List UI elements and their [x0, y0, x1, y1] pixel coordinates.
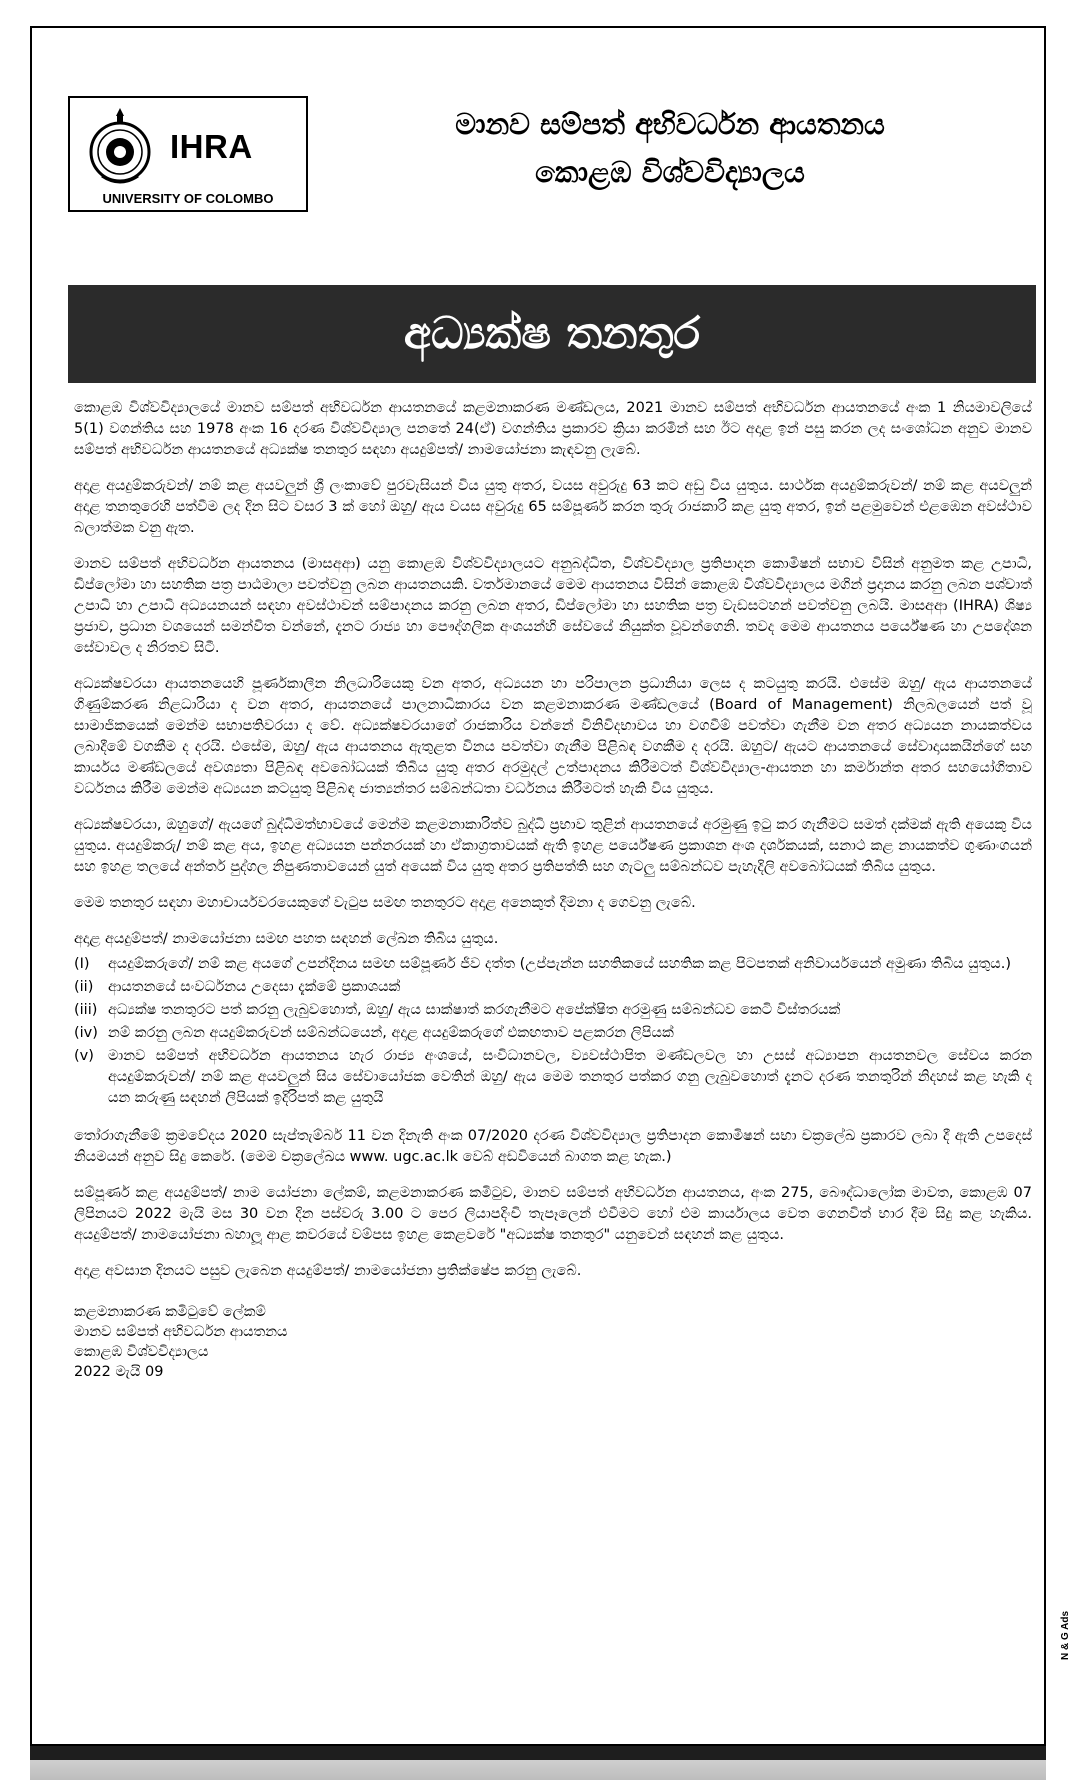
signatory-university: කොළඹ විශ්වවිද්‍යාලය: [74, 1344, 209, 1360]
list-item: [74, 954, 1032, 975]
ihra-logo: [68, 96, 308, 212]
paragraph-qualities: අධ්‍යක්ෂවරයා, ඔහුගේ/ ඇයගේ බුද්ධිමත්භාවයේ මෙන්ම කළමනාකාරිත්ව බුද්ධි ප්‍රභාව තුළින් ආයතනයේ අරමුණු ඉටු කර ගැනීමට සමත් දක්මක් ඇති අයෙකු විය යුතුය. අයදුම්කරු/ නම් කළ අය, ඉහළ අධ්‍යයන පන්නරයක් හා ඒකාග්‍රතාවයක් ඇති ඉහළ පර්යේෂණ ප්‍රකාශන අංශ දර්ශකයක්, සනාථ කළ නායකත්ව ගුණාංගයන් සහ ඉහළ තලයේ අන්තර් පුද්ගල නිපුණතාවයෙන් යුත් අයෙක් විය යුතු අතර ප්‍රතිපත්ති සහ ගැටලු සම්බන්ධව පැහැදිලි අවබෝධයක් තිබිය යුතුය.: [74, 817, 1032, 875]
list-item: [74, 977, 1032, 998]
logo-institution: UNIVERSITY OF COLOMBO: [102, 191, 274, 206]
footer-bar: [30, 1746, 1046, 1760]
list-item-number: (iv): [74, 1025, 98, 1041]
requirements-intro: අදාළ අයදුම්පත්/ නාමයෝජනා සමඟ පහත සඳහන් ලේඛන තිබිය යුතුය.: [74, 931, 499, 947]
paragraph-salary: මෙම තනතුර සඳහා මහාචාර්යවරයෙකුගේ වැටුප සමඟ තනතුරට අදාළ අනෙකුත් දීමනා ද ගෙවනු ලැබේ.: [74, 895, 696, 911]
signatory-title: කළමනාකරණ කමිටුවේ ලේකම්: [74, 1304, 266, 1320]
paragraph-call-for-applications: කොළඹ විශ්වවිද්‍යාලයේ මානව සම්පත් අභිවර්ධන ආයතනයේ කළමනාකරණ මණ්ඩලය, 2021 මානව සම්පත් අභිවර්ධන ආයතනයේ අංක 1 නියමාවලියේ 5(1) වගන්තිය සහ 1978 අංක 16 දරණ විශ්වවිද්‍යාල පනතේ 24(ඒ) වගන්තිය ප්‍රකාරව ක්‍රියා කරමින් සහ ඊට අදාළ ඉන් පසු කරන ලද සංශෝධන අනුව මානව සම්පත් අභිවර්ධන ආයතනයේ අධ්‍යක්ෂ තනතුර සඳහා අයදුම්පත්/ නාමයෝජනා කැඳවනු ලැබේ.: [74, 400, 1032, 458]
logo-acronym: IHRA: [170, 128, 253, 165]
list-item-text: මානව සම්පත් අභිවර්ධන ආයතනය හැර රාජ්‍ය අංශයේ, සංවිධානවල, ව්‍යවස්ථාපිත මණ්ඩලවල හා උසස් අධ්‍යාපන ආයතනවල සේවය කරන අයදුම්කරුවන්/ නම් කළ අයවලුන් සිය සේවායෝජක වෙතින් ඔහු/ ඇය මෙම තනතුර පත්කර ගනු ලැබුවහොත් දැනට දරණ තනතුරින් නිදහස් කළ හැකි ද යන කරුණු සඳහන් ලිපියක් ඉදිරිපත් කළ යුතුයි: [108, 1048, 1032, 1106]
list-item: [74, 1023, 1032, 1044]
paragraph-duties: අධ්‍යක්ෂවරයා ආයතනයෙහි පූර්ණකාලීන නිලධාරියෙකු වන අතර, අධ්‍යයන හා පරිපාලන ප්‍රධානියා ලෙස ද කටයුතු කරයි. එසේම ඔහු/ ඇය ආයතනයේ ගිණුම්කරණ නිළධාරියා ද වන අතර, ආයතනයේ පාලනාධිකාරය වන කළමනාකරණ මණ්ඩලයේ (Board of Management) නිලබලයෙන් පත් වූ සාමාජිකයෙක් මෙන්ම සභාපතිවරයා ද වේ. අධ්‍යක්ෂවරයාගේ රාජකාරිය වන්නේ විනිවිදභාවය හා වගවීම් පවත්වා ගැනීම වන අතර අධ්‍යයන නායකත්වය ලබාදීමේ වගකීම ද දරයි. එසේම, ඔහු/ ඇය ආයතනය ඇතුළත විනය පවත්වා ගැනීම පිළිබඳ වගකීම ද දරයි. ඔහුට/ ඇයට ආයතනයේ සේවාදායකයින්ගේ සහ කාර්යය මණ්ඩලයේ අවශ්‍යතා පිළිබඳ අවබෝධයක් තිබිය යුතු අතර අරමුදල් උත්පාදනය කිරීමටත් විශ්වවිද්‍යාල-ආයතන හා කර්මාන්ත අතර සහයෝගිතාව වර්ධනය කිරීම මෙන්ම අධ්‍යයන කටයුතු පිළිබඳ ජාත්‍යන්තර සම්බන්ධතා වර්ධනය කිරීමටත් හැකි විය යුතුය.: [74, 676, 1032, 797]
requirements-list: [74, 954, 1032, 1109]
paragraph-submission: සම්පූර්ණ කළ අයදුම්පත්/ නාම යෝජනා ලේකම්, කළමනාකරණ කමිටුව, මානව සම්පත් අභිවර්ධන ආයතනය, අංක 275, බෞද්ධාලෝක මාවත, කොළඹ 07 ලිපිනයට 2022 මැයි මස 30 වන දින පස්වරු 3.00 ට පෙර ලියාපදිංචි තැපෑලෙන් එවීමට හෝ එම කාර්යාලය වෙත ගෙනවිත් භාර දීම සිදු කළ හැකිය. අයදුම්පත්/ නාමයෝජනා බහාලූ ආළ කවරයේ වම්පස ඉහළ කෙළවරේ "අධ්‍යක්ෂ තනතුර" යනුවෙන් සඳහන් කළ යුතුය.: [74, 1185, 1032, 1243]
list-item-text: අධ්‍යක්ෂ තනතුරට පත් කරනු ලැබුවහොත්, ඔහු/ ඇය සාක්ෂාත් කරගැනීමට අපේක්ෂිත අරමුණු සම්බන්ධව කෙටි විස්තරයක්: [108, 1002, 841, 1018]
list-item-number: (v): [74, 1048, 94, 1064]
list-item: [74, 1000, 1032, 1021]
university-seal-icon: [88, 106, 152, 186]
agency-credit: N & G Ads: [1060, 1610, 1071, 1660]
paragraph-about-institute: මානව සම්පත් අභිවර්ධන ආයතනය (මාසඅආ) යනු කොළඹ විශ්වවිද්‍යාලයට අනුබද්ධිත, විශ්වවිද්‍යාල ප්‍රතිපාදන කොමිෂන් සභාව විසින් අනුමත කළ උපාධි, ඩිප්ලෝමා හා සහතික පත්‍ර පාඨමාලා පවත්වනු ලබන ආයතනයකි. වර්තමානයේ මෙම ආයතනය විසින් කොළඹ විශ්වවිද්‍යාලය මගින් ප්‍රදානය කරනු ලබන පශ්චාත් උපාධි හා උපාධි අධ්‍යයනයන් සඳහා අවස්ථාවන් සම්පාදනය කරනු ලබන අතර, ඩිප්ලෝමා හා සහතික පත්‍ර වැඩසටහන් පවත්වනු ලබයි. මාසඅආ (IHRA) ශිෂ්‍ය ප්‍රජාව, ප්‍රධාන වශයෙන් සමන්විත වන්නේ, දැනට රාජ්‍ය හා පෞද්ගලික අංශයන්හි සේවයේ නියුක්ත වූවන්ගෙනි. තවද මෙම ආයතනය පර්යේෂණ හා උපදේශන සේවාවල ද නිරතව සිටී.: [74, 556, 1032, 656]
institute-name: මානව සම්පත් අභිවර්ධන ආයතනය: [455, 107, 885, 141]
signatory-institute: මානව සම්පත් අභිවර්ධන ආයතනය: [74, 1324, 288, 1340]
list-item-number: (I): [74, 956, 90, 972]
paragraph-late-applications: අදාළ අවසාන දිනයට පසුව ලැබෙන අයදුම්පත්/ නාමයෝජනා ප්‍රතික්ෂේප කරනු ලැබේ.: [74, 1263, 582, 1279]
list-item-text: අයදුම්කරුගේ/ නම් කළ අයගේ උපන්දිනය සමඟ සම්පූර්ණ ජීව දත්ත (උප්පැන්න සහතිකයේ සහතික කළ පිටපතක් අනිවාර්යයෙන් අමුණා තිබිය යුතුය.): [108, 956, 1011, 972]
advert-body: [74, 398, 1032, 1382]
list-item-number: (iii): [74, 1002, 98, 1018]
scan-edge: [30, 1760, 1046, 1780]
list-item-text: ආයතනයේ සංවර්ධනය උදෙසා දැක්මේ ප්‍රකාශයක්: [108, 979, 401, 995]
list-item-text: නම් කරනු ලබන අයදුම්කරුවන් සම්බන්ධයෙන්, අදාළ අයදුම්කරුගේ එකඟතාව පළකරන ලිපියක්: [108, 1025, 674, 1041]
paragraph-eligibility: අදාළ අයදුම්කරුවන්/ නම් කළ අයවලුන් ශ්‍රී ලංකාවේ පුරවැසියන් විය යුතු අතර, වයස අවුරුදු 63 කට අඩු විය යුතුය. සාර්ථක අයදුම්කරුවන්/ නම් කළ අයවලුන් අදාළ තනතුරෙහි පත්වීම ලද දින සිට වසර 3 ක් හෝ ඔහු/ ඇය වයස අවුරුදු 65 සම්පූර්ණ කරන තුරු රාජකාරි කළ යුතු අතර, ඉන් පළමුවෙන් එළඹෙන අවස්ථාව බලාත්මක වනු ඇත.: [74, 478, 1032, 536]
notice-date: 2022 මැයි 09: [74, 1364, 164, 1380]
university-name: කොළඹ විශ්වවිද්‍යාලය: [535, 155, 805, 189]
paragraph-selection-method: තෝරාගැනීමේ ක්‍රමවේදය 2020 සැප්තැම්බර් 11 වන දිනැති අංක 07/2020 දරණ විශ්වවිද්‍යාල ප්‍රතිපාදන කොමිෂන් සභා චක්‍රලේඛ ප්‍රකාරව ලබා දී ඇති උපදෙස් නියමයන් අනුව සිදු කෙරේ. (මෙම චක්‍රලේඛය www. ugc.ac.lk වෙබ් අඩවියෙන් බාගත කළ හැක.): [74, 1128, 1032, 1165]
list-item-number: (ii): [74, 979, 94, 995]
signature-block: [74, 1302, 1032, 1382]
institute-heading: [340, 100, 1000, 196]
list-item: [74, 1046, 1032, 1109]
position-banner: අධ්‍යක්ෂ තනතුර: [68, 285, 1036, 383]
